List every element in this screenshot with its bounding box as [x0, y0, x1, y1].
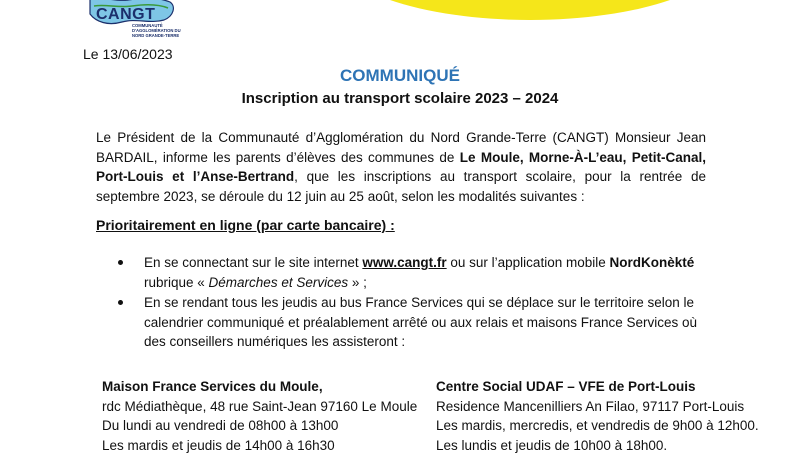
location-hours: Les lundis et jeudis de 10h00 à 18h00. [436, 436, 766, 455]
section-title: Prioritairement en ligne (par carte bancaire) : [96, 217, 395, 233]
location-address: Residence Mancenilliers An Filao, 97117 Port-Louis [436, 397, 766, 417]
location-port-louis [436, 377, 766, 455]
intro-text-1: Le Président de la Communauté d’Agglomération du Nord Grande-Terre (CANGT) Monsieur Jean BARDAIL, informe les parents d’élèves des communes de [96, 130, 706, 165]
online-suffix: » ; [348, 275, 367, 290]
logo-subtitle: COMMUNAUTÉ D'AGGLOMÉRATION DU NORD GRANDE-TERRE [132, 23, 192, 38]
modalities-list [118, 253, 708, 353]
location-address: rdc Médiathèque, 48 rue Saint-Jean 97160 Le Moule [102, 397, 422, 417]
list-item [118, 293, 708, 352]
location-hours: Les mardis et jeudis de 14h00 à 16h30 [102, 436, 422, 455]
intro-communes: Le Moule, Morne-À-L’eau, Petit-Canal, Port-Louis et l’Anse-Bertrand [96, 150, 706, 185]
location-name: Centre Social UDAF – VFE de Port-Louis [436, 377, 766, 397]
location-moule [102, 377, 422, 455]
page-title: COMMUNIQUÉ [0, 66, 800, 86]
bullet-icon [118, 260, 123, 265]
page-subtitle: Inscription au transport scolaire 2023 – 2024 [0, 90, 800, 107]
website-link[interactable]: www.cangt.fr [362, 255, 446, 270]
location-name: Maison France Services du Moule, [102, 377, 422, 397]
intro-text-2: , que les inscriptions au transport scolaire, pour la rentrée de septembre 2023, se déroule du 12 juin au 25 août, selon les modalités suivantes : [96, 169, 706, 204]
rubric-name: Démarches et Services [209, 275, 349, 290]
online-rubric: rubrique « [144, 275, 209, 290]
decorative-yellow-shape [330, 0, 730, 20]
intro-paragraph [96, 128, 706, 206]
bus-text: En se rendant tous les jeudis au bus France Services qui se déplace sur le territoire selon le calendrier communiqué et préalablement arrêté ou aux relais et maisons France Services où des conseillers numériques les assisteront : [144, 295, 697, 349]
app-name: NordKonèkté [609, 255, 694, 270]
location-hours: Les mardis, mercredis, et vendredis de 9h00 à 12h00. [436, 416, 766, 436]
bullet-icon [118, 300, 123, 305]
location-hours: Du lundi au vendredi de 08h00 à 13h00 [102, 416, 422, 436]
online-middle: ou sur l’application mobile [447, 255, 610, 270]
document-date: Le 13/06/2023 [83, 46, 173, 62]
online-prefix: En se connectant sur le site internet [144, 255, 362, 270]
logo-text: CANGT [96, 6, 155, 24]
list-item [118, 253, 708, 292]
